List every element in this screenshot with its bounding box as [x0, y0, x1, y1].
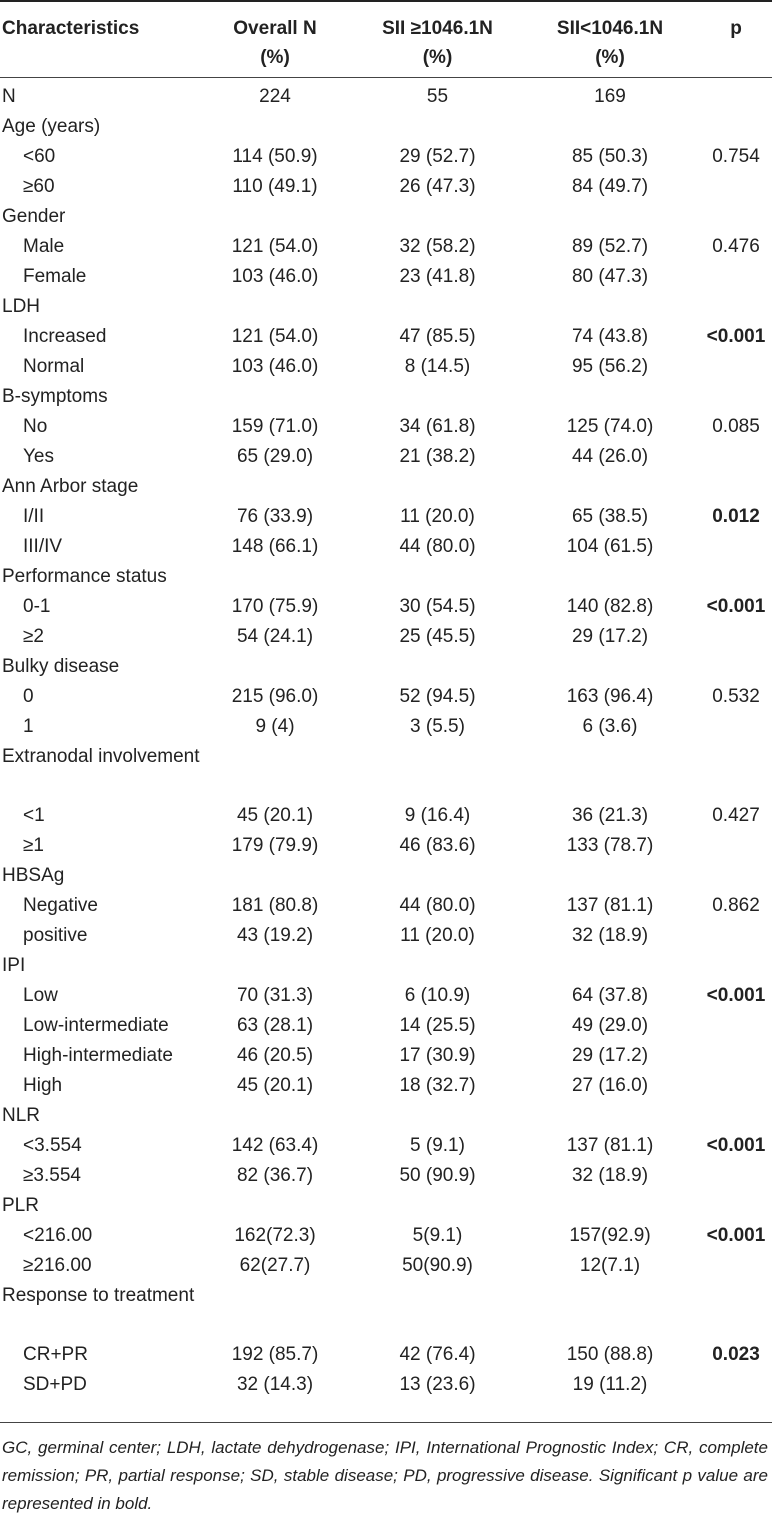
cell-sii-high: 21 (38.2): [399, 446, 476, 467]
cell-sii-high: 42 (76.4): [399, 1344, 476, 1365]
cell-sii-low: 95 (56.2): [571, 356, 649, 377]
row-label: IPI: [2, 955, 26, 976]
cell-sii-low: 29 (17.2): [571, 626, 649, 647]
cell-sii-low: 49 (29.0): [571, 1015, 649, 1036]
row-label: No: [23, 416, 48, 437]
cell-sii-low: 150 (88.8): [566, 1344, 654, 1365]
cell-overall: 215 (96.0): [231, 686, 319, 707]
table-row: [0, 1011, 772, 1041]
header-sii-high-line1: SII ≥1046.1N: [382, 18, 493, 39]
cell-overall: 192 (85.7): [231, 1344, 319, 1365]
table-body: [0, 82, 772, 1400]
cell-sii-high: 14 (25.5): [399, 1015, 476, 1036]
cell-overall: 121 (54.0): [231, 326, 319, 347]
cell-overall: 103 (46.0): [231, 266, 319, 287]
table-row: [0, 532, 772, 562]
table-header: [0, 0, 772, 77]
cell-sii-low: 6 (3.6): [582, 716, 638, 737]
cell-sii-low: 36 (21.3): [571, 805, 649, 826]
row-label: Extranodal involvement: [2, 746, 200, 767]
cell-sii-low: 169: [594, 86, 626, 107]
table-row: [0, 891, 772, 921]
row-label: <1: [23, 805, 45, 826]
cell-overall: 170 (75.9): [231, 596, 319, 617]
row-label: Bulky disease: [2, 656, 120, 677]
table-row: [0, 742, 772, 801]
row-label: LDH: [2, 296, 41, 317]
cell-sii-low: 65 (38.5): [571, 506, 649, 527]
table-row: [0, 142, 772, 172]
table-row: [0, 472, 772, 502]
row-label: Low: [23, 985, 58, 1006]
row-label: <3.554: [23, 1135, 82, 1156]
cell-sii-low: 32 (18.9): [571, 925, 649, 946]
table-row: [0, 1281, 772, 1340]
cell-sii-high: 9 (16.4): [404, 805, 471, 826]
cell-sii-high: 47 (85.5): [399, 326, 476, 347]
row-label: 1: [23, 716, 34, 737]
table-row: [0, 1340, 772, 1370]
table-row: [0, 502, 772, 532]
cell-p-value: <0.001: [706, 1225, 766, 1246]
table-row: [0, 622, 772, 652]
row-label: Normal: [23, 356, 85, 377]
cell-p-value: 0.862: [712, 895, 760, 916]
table-row: [0, 1131, 772, 1161]
table-row: [0, 1071, 772, 1101]
cell-p-value: 0.476: [712, 236, 760, 257]
row-label: Low-intermediate: [23, 1015, 169, 1036]
cell-p-value: <0.001: [706, 1135, 766, 1156]
row-label: ≥3.554: [23, 1165, 81, 1186]
header-sii-high-line2: (%): [422, 47, 453, 68]
cell-sii-high: 50(90.9): [402, 1255, 473, 1276]
cell-sii-low: 163 (96.4): [566, 686, 654, 707]
cell-p-value: 0.427: [712, 805, 760, 826]
table-row: [0, 292, 772, 322]
cell-sii-high: 13 (23.6): [399, 1374, 476, 1395]
row-label: 0-1: [23, 596, 51, 617]
cell-sii-low: 12(7.1): [579, 1255, 641, 1276]
cell-sii-high: 55: [426, 86, 449, 107]
table-row: [0, 352, 772, 382]
row-label: positive: [23, 925, 88, 946]
row-label: Response to treatment: [2, 1285, 195, 1306]
cell-sii-low: 133 (78.7): [566, 835, 654, 856]
cell-sii-low: 29 (17.2): [571, 1045, 649, 1066]
table-row: [0, 1251, 772, 1281]
row-label: High: [23, 1075, 63, 1096]
row-label: NLR: [2, 1105, 41, 1126]
cell-sii-low: 85 (50.3): [571, 146, 649, 167]
cell-sii-high: 8 (14.5): [404, 356, 471, 377]
cell-sii-low: 157(92.9): [569, 1225, 651, 1246]
row-label: ≥1: [23, 835, 44, 856]
row-label: SD+PD: [23, 1374, 87, 1395]
table-row: [0, 682, 772, 712]
cell-p-value: <0.001: [706, 326, 766, 347]
table-row: [0, 112, 772, 142]
header-sii-low-line2: (%): [595, 47, 625, 68]
row-label: CR+PR: [23, 1344, 88, 1365]
row-label: High-intermediate: [23, 1045, 173, 1066]
row-label: ≥2: [23, 626, 44, 647]
cell-sii-low: 27 (16.0): [571, 1075, 649, 1096]
header-bottom-rule: [0, 77, 772, 78]
cell-sii-low: 74 (43.8): [571, 326, 649, 347]
cell-sii-high: 6 (10.9): [404, 985, 471, 1006]
cell-overall: 76 (33.9): [236, 506, 314, 527]
cell-sii-high: 34 (61.8): [399, 416, 476, 437]
cell-p-value: 0.012: [712, 506, 760, 527]
table-row: [0, 172, 772, 202]
table-footnote: GC, germinal center; LDH, lactate dehydrogenase; IPI, International Prognostic Index; CR, complete remission; PR, partial response; SD, stable disease; PD, progressive disease. Significant p value are represented in bold.: [2, 1438, 768, 1513]
cell-overall: 70 (31.3): [236, 985, 314, 1006]
cell-overall: 82 (36.7): [236, 1165, 314, 1186]
table-row: [0, 981, 772, 1011]
cell-sii-low: 64 (37.8): [571, 985, 649, 1006]
cell-sii-high: 17 (30.9): [399, 1045, 476, 1066]
cell-p-value: 0.023: [712, 1344, 760, 1365]
table-row: [0, 652, 772, 682]
cell-overall: 142 (63.4): [231, 1135, 319, 1156]
cell-overall: 110 (49.1): [232, 176, 318, 197]
cell-sii-high: 44 (80.0): [399, 895, 476, 916]
row-label: III/IV: [23, 536, 63, 557]
cell-sii-high: 5 (9.1): [410, 1135, 465, 1156]
table-row: [0, 831, 772, 861]
cell-p-value: <0.001: [706, 985, 766, 1006]
header-sii-low: [525, 14, 695, 72]
row-label: Increased: [23, 326, 107, 347]
cell-sii-high: 25 (45.5): [399, 626, 476, 647]
cell-overall: 63 (28.1): [236, 1015, 314, 1036]
cell-sii-low: 32 (18.9): [571, 1165, 649, 1186]
cell-overall: 32 (14.3): [236, 1374, 314, 1395]
row-label: PLR: [2, 1195, 39, 1216]
table-row: [0, 442, 772, 472]
cell-sii-high: 26 (47.3): [399, 176, 476, 197]
cell-overall: 45 (20.1): [236, 805, 314, 826]
cell-overall: 159 (71.0): [231, 416, 319, 437]
cell-overall: 46 (20.5): [236, 1045, 314, 1066]
table-row: [0, 1041, 772, 1071]
row-label: Yes: [23, 446, 54, 467]
table-row: [0, 712, 772, 742]
table-row: [0, 262, 772, 292]
header-characteristics: Characteristics: [2, 18, 140, 39]
row-label: HBSAg: [2, 865, 65, 886]
cell-sii-high: 23 (41.8): [399, 266, 476, 287]
row-label: Ann Arbor stage: [2, 476, 139, 497]
row-label: Age (years): [2, 116, 101, 137]
cell-overall: 9 (4): [255, 716, 295, 737]
row-label: <60: [23, 146, 56, 167]
cell-sii-high: 44 (80.0): [399, 536, 476, 557]
cell-p-value: 0.754: [712, 146, 760, 167]
cell-sii-high: 32 (58.2): [399, 236, 476, 257]
table-row: [0, 202, 772, 232]
header-sii-high: [355, 14, 520, 72]
cell-sii-low: 84 (49.7): [571, 176, 649, 197]
row-label: ≥60: [23, 176, 55, 197]
row-label: <216.00: [23, 1225, 93, 1246]
table-row: [0, 592, 772, 622]
cell-sii-low: 104 (61.5): [566, 536, 654, 557]
cell-sii-high: 46 (83.6): [399, 835, 476, 856]
row-label: Performance status: [2, 566, 167, 587]
row-label: 0: [23, 686, 34, 707]
header-p-value: p: [730, 18, 742, 39]
cell-p-value: 0.085: [712, 416, 760, 437]
cell-overall: 103 (46.0): [231, 356, 319, 377]
cell-overall: 65 (29.0): [236, 446, 314, 467]
row-label: ≥216.00: [23, 1255, 92, 1276]
cell-overall: 179 (79.9): [231, 835, 319, 856]
header-overall: [205, 14, 345, 72]
cell-sii-low: 19 (11.2): [572, 1374, 648, 1395]
cell-sii-low: 137 (81.1): [566, 1135, 654, 1156]
table-row: [0, 562, 772, 592]
cell-p-value: 0.532: [712, 686, 760, 707]
cell-sii-low: 89 (52.7): [571, 236, 649, 257]
cell-sii-low: 125 (74.0): [566, 416, 654, 437]
header-sii-low-line1: SII<1046.1N: [556, 18, 664, 39]
table-row: [0, 1370, 772, 1400]
cell-p-value: <0.001: [706, 596, 766, 617]
table-row: [0, 232, 772, 262]
cell-sii-low: 44 (26.0): [571, 446, 649, 467]
row-label: B-symptoms: [2, 386, 108, 407]
table-row: [0, 382, 772, 412]
cell-overall: 162(72.3): [234, 1225, 316, 1246]
cell-sii-high: 30 (54.5): [399, 596, 476, 617]
table-row: [0, 861, 772, 891]
table-row: [0, 1191, 772, 1221]
cell-sii-high: 29 (52.7): [399, 146, 476, 167]
cell-overall: 62(27.7): [239, 1255, 311, 1276]
cell-sii-high: 52 (94.5): [399, 686, 476, 707]
row-label: Negative: [23, 895, 98, 916]
cell-sii-high: 3 (5.5): [410, 716, 465, 737]
cell-sii-high: 11 (20.0): [400, 925, 475, 946]
table-row: [0, 322, 772, 352]
cell-sii-low: 140 (82.8): [566, 596, 654, 617]
table-row: [0, 1221, 772, 1251]
table-row: [0, 1101, 772, 1131]
row-label: Female: [23, 266, 87, 287]
cell-overall: 54 (24.1): [236, 626, 314, 647]
row-label: Gender: [2, 206, 66, 227]
header-overall-line1: Overall N: [233, 18, 317, 39]
table-row: [0, 82, 772, 112]
table-row: [0, 801, 772, 831]
cell-overall: 43 (19.2): [236, 925, 314, 946]
row-label: N: [2, 86, 16, 107]
cell-sii-high: 50 (90.9): [399, 1165, 476, 1186]
cell-overall: 181 (80.8): [231, 895, 319, 916]
table-row: [0, 412, 772, 442]
cell-overall: 45 (20.1): [236, 1075, 314, 1096]
cell-overall: 114 (50.9): [232, 146, 318, 167]
cell-sii-high: 11 (20.0): [400, 506, 475, 527]
row-label: I/II: [23, 506, 45, 527]
row-label: Male: [23, 236, 65, 257]
cell-sii-low: 137 (81.1): [566, 895, 654, 916]
table-bottom-rule: [0, 1422, 772, 1423]
cell-overall: 148 (66.1): [231, 536, 319, 557]
table-row: [0, 951, 772, 981]
cell-sii-high: 18 (32.7): [399, 1075, 476, 1096]
header-overall-line2: (%): [260, 47, 290, 68]
cell-sii-high: 5(9.1): [412, 1225, 463, 1246]
cell-overall: 224: [259, 86, 291, 107]
table-row: [0, 1161, 772, 1191]
cell-sii-low: 80 (47.3): [571, 266, 649, 287]
cell-overall: 121 (54.0): [231, 236, 319, 257]
table-row: [0, 921, 772, 951]
